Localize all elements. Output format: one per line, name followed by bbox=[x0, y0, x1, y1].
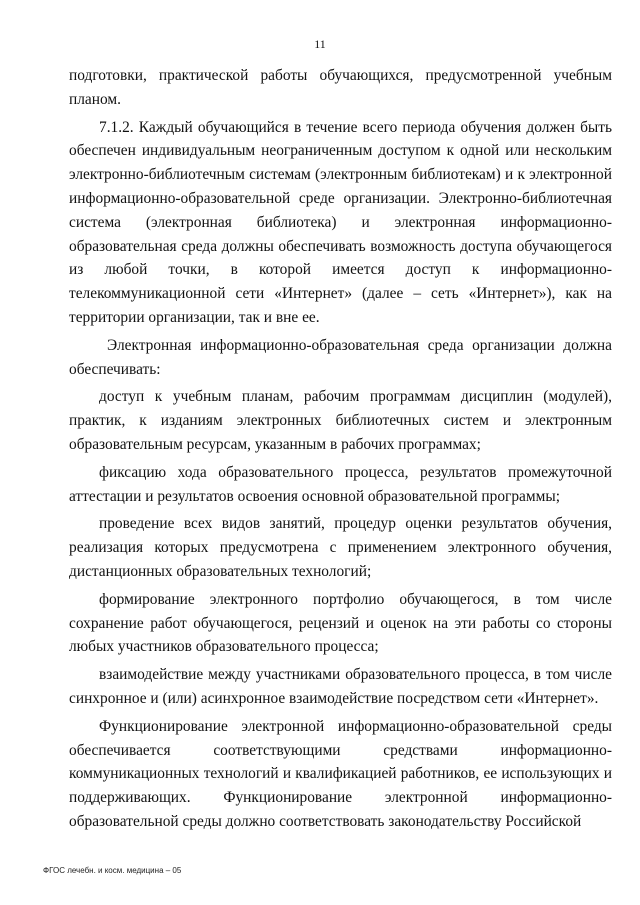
list-item-access: доступ к учебным планам, рабочим программам дисциплин (модулей), практик, к изданиям электронных библиотечных систем и электронным образовательным ресурсам, указанным в рабочих программах; bbox=[69, 388, 612, 453]
paragraph-continuation: подготовки, практической работы обучающихся, предусмотренной учебным планом. bbox=[69, 67, 612, 108]
list-item-recording: фиксацию хода образовательного процесса, результатов промежуточной аттестации и результатов освоения основной образовательной программы; bbox=[69, 463, 612, 505]
list-item-portfolio: формирование электронного портфолио обучающегося, в том числе сохранение работ обучающегося, рецензий и оценок на эти работы со стороны любых участников образовательного процесса; bbox=[69, 590, 612, 656]
page-number: 11 bbox=[314, 37, 326, 51]
paragraph-7-1-2: 7.1.2. Каждый обучающийся в течение всего периода обучения должен быть обеспечен индивидуальным неограниченным доступом к одной или нескольким электронно-библиотечным системам (электронным библиотекам) и к электронной информационно-образовательной среде организации. Электронно-библиотечная система (электронная библиотека) и электронная информационно-образовательная среда должны обеспечивать возможность доступа обучающегося из любой точки, в которой имеется доступ к информационно-телекоммуникационной сети «Интернет» (далее – сеть «Интернет»), как на территории организации, так и вне ее. bbox=[69, 118, 612, 326]
list-item-conducting: проведение всех видов занятий, процедур оценки результатов обучения, реализация которых предусмотрена с применением электронного обучения, дистанционных образовательных технологий; bbox=[69, 515, 612, 580]
document-body bbox=[69, 64, 612, 838]
paragraph-functioning: Функционирование электронной информационно-образовательной среды обеспечивается соответствующими средствами информационно-коммуникационных технологий и квалификацией работников, ее использующих и поддерживающих. Функционирование электронной информационно-образовательной среды должно соответствовать законодательству Российской bbox=[69, 717, 612, 830]
list-item-interaction: взаимодействие между участниками образовательного процесса, в том числе синхронное и (или) асинхронное взаимодействие посредством сети «Интернет». bbox=[69, 666, 612, 707]
paragraph-environment-intro: Электронная информационно-образовательная среда организации должна обеспечивать: bbox=[69, 336, 612, 378]
footer-note: ФГОС лечебн. и косм. медицина – 05 bbox=[43, 866, 182, 875]
